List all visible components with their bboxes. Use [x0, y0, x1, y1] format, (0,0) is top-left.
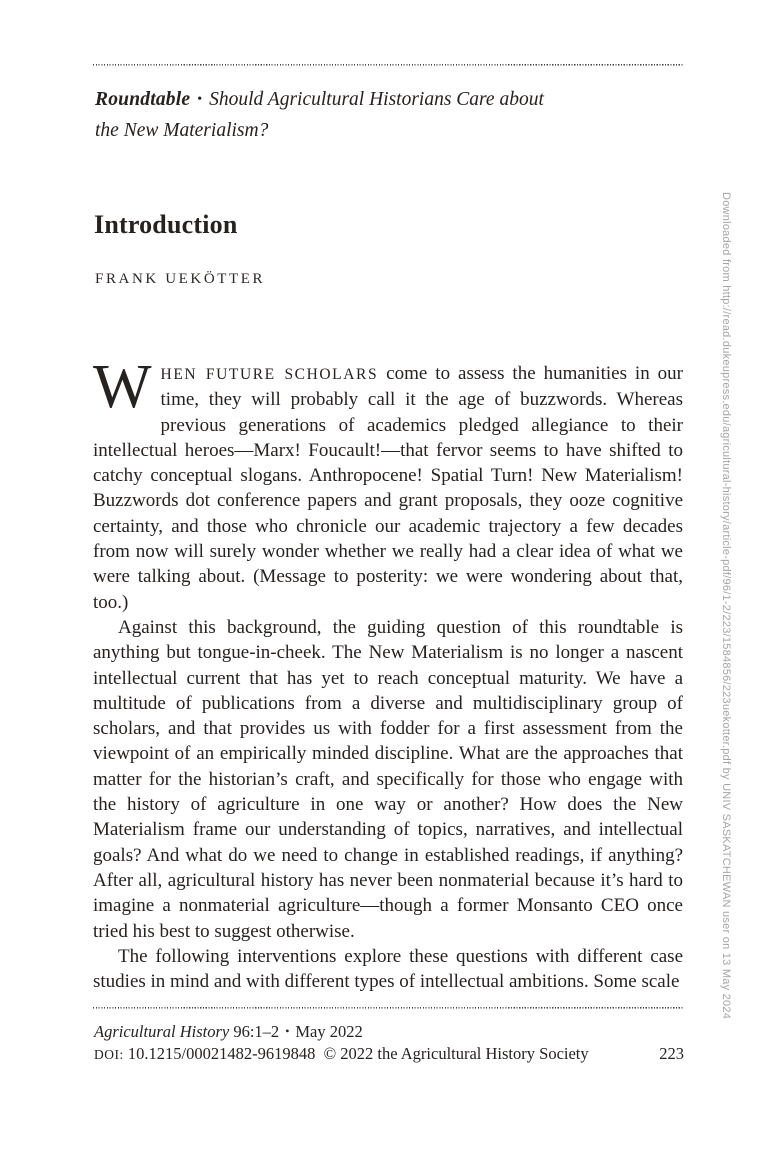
article-body: [93, 353, 683, 994]
bullet-separator: •: [197, 92, 203, 107]
roundtable-header: [95, 84, 695, 146]
section-label: Roundtable: [95, 89, 191, 110]
page-number: 223: [659, 1044, 684, 1063]
paragraph: The following interventions explore these questions with different case studies in mind and with different types of intellectual ambitions. Some scale: [93, 945, 683, 993]
journal-title: Agricultural History: [94, 1022, 230, 1041]
bottom-dotted-rule: [93, 1007, 683, 1009]
download-watermark: Downloaded from http://read.dukeupress.edu/agricultural-history/article-pdf/96/1-2/223/1584856/223uekotter.pdf by UNIV SASKATCHEWAN user on 13 May 2024: [720, 192, 732, 1020]
article-title: Introduction: [94, 210, 238, 239]
issue-number: 96:1–2: [233, 1022, 280, 1041]
bullet-separator: •: [285, 1024, 290, 1038]
issue-date: May 2022: [295, 1022, 363, 1041]
roundtable-title-line1: Should Agricultural Historians Care about: [209, 89, 544, 110]
opening-paragraph: [93, 353, 683, 615]
smallcaps-lead: HEN FUTURE SCHOLARS: [160, 366, 379, 383]
copyright-notice: © 2022 the Agricultural History Society: [323, 1044, 589, 1063]
roundtable-line-1: [95, 84, 695, 115]
doi-value: 10.1215/00021482-9619848: [127, 1044, 316, 1063]
journal-citation: [94, 1022, 684, 1042]
author-name: FRANK UEKÖTTER: [95, 271, 266, 287]
paragraph-text: come to assess the humanities in our time, they will probably call it the age of buzzwords. Whereas previous generations of academics pledged allegiance to their intellectual heroes—Marx! Foucault!—that fervor seems to have shifted to catchy conceptual slogans. Anthropocene! Spatial Turn! New Materialism! Buzzwords dot conference papers and grant proposals, they ooze cognitive certainty, and those who chronicle our academic trajectory a few decades from now will surely wonder whether we really had a clear idea of what we were talking about. (Message to posterity: we were wondering about that, too.): [93, 363, 683, 613]
top-dotted-rule: [93, 64, 683, 66]
roundtable-title-line2: the New Materialism?: [95, 120, 269, 141]
doi-label: DOI:: [94, 1047, 124, 1062]
doi-copyright-line: [94, 1044, 684, 1064]
paragraph: Against this background, the guiding question of this roundtable is anything but tongue-in-cheek. The New Materialism is no longer a nascent intellectual current that has yet to reach conceptual maturity. We have a multitude of publications from a diverse and multidisciplinary group of scholars, and that provides us with fodder for a first assessment from the viewpoint of an empirically minded discipline. What are the approaches that matter for the historian’s craft, and specifically for those who engage with the history of agriculture in one way or another? How does the New Materialism frame our understanding of topics, narratives, and intellectual goals? And what do we need to change in established readings, if anything? After all, agricultural history has never been nonmaterial because it’s hard to imagine a nonmaterial agriculture—though a former Monsanto CEO once tried his best to suggest otherwise.: [93, 616, 683, 942]
dropcap-letter: W: [93, 353, 152, 421]
